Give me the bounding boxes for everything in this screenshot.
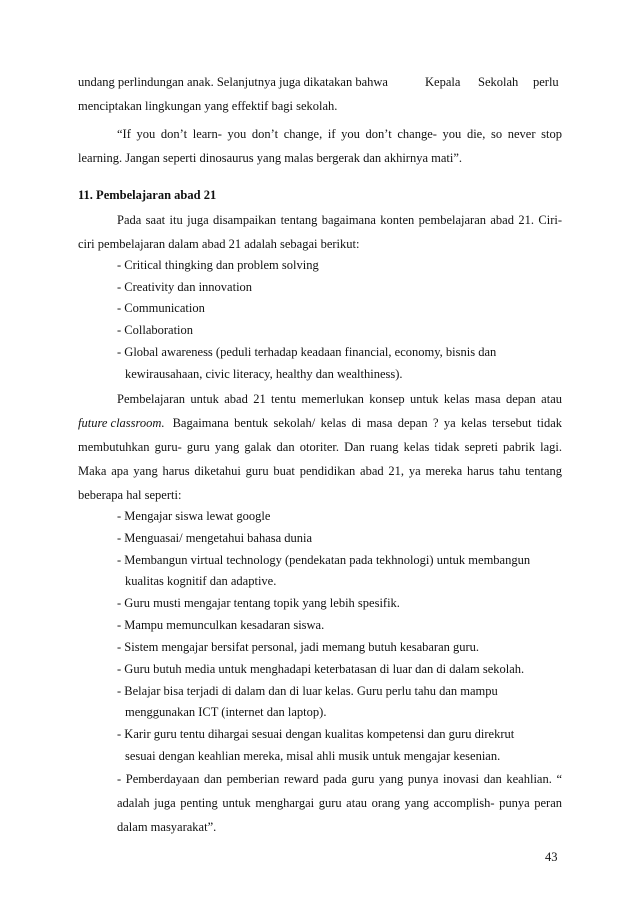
list-item-continuation: menggunakan ICT (internet dan laptop). (125, 705, 327, 719)
list-item: - Sistem mengajar bersifat personal, jadi memang butuh kesabaran guru. (117, 640, 480, 654)
list-item-continuation: dalam masyarakat”. (117, 820, 217, 834)
list-item: - Communication (117, 301, 205, 315)
list-item: - Pemberdayaan dan pemberian reward pada guru yang punya inovasi dan keahlian. “ (117, 772, 562, 786)
body-text-line: menciptakan lingkungan yang effektif bagi sekolah. (78, 99, 338, 113)
body-text-line: beberapa hal seperti: (78, 488, 182, 502)
list-item: - Creativity dan innovation (117, 280, 253, 294)
page-number: 43 (545, 850, 558, 864)
list-item: - Global awareness (peduli terhadap keadaan financial, economy, bisnis dan (117, 345, 497, 359)
list-item: - Guru musti mengajar tentang topik yang lebih spesifik. (117, 596, 400, 610)
body-text-word: perlu (533, 75, 559, 89)
list-item: - Belajar bisa terjadi di dalam dan di luar kelas. Guru perlu tahu dan mampu (117, 684, 498, 698)
quote-line: learning. Jangan seperti dinosaurus yang malas bergerak dan akhirnya mati”. (78, 151, 463, 165)
body-text-line: Maka apa yang harus diketahui guru buat pendidikan abad 21, ya mereka harus tahu tentang (78, 464, 562, 478)
body-text-line: membutuhkan guru- guru yang galak dan otoriter. Dan ruang kelas tidak sepreti pabrik lagi. (78, 440, 562, 454)
list-item: - Mampu memunculkan kesadaran siswa. (117, 618, 325, 632)
list-item: - Membangun virtual technology (pendekatan pada tekhnologi) untuk membangun (117, 553, 531, 567)
body-text-fragment: Bagaimana bentuk sekolah/ kelas di masa depan ? ya kelas tersebut tidak (172, 416, 562, 430)
body-text-line: Pembelajaran untuk abad 21 tentu memerlukan konsep untuk kelas masa depan atau (117, 392, 562, 406)
body-text-line (78, 415, 562, 431)
body-text-word: Sekolah (478, 75, 519, 89)
list-item-continuation: kualitas kognitif dan adaptive. (125, 574, 277, 588)
list-item: - Collaboration (117, 323, 194, 337)
list-item-continuation: sesuai dengan keahlian mereka, misal ahli musik untuk mengajar kesenian. (125, 749, 501, 763)
list-item: - Mengajar siswa lewat google (117, 509, 271, 523)
list-item-continuation: kewirausahaan, civic literacy, healthy dan wealthiness). (125, 367, 403, 381)
list-item: - Guru butuh media untuk menghadapi keterbatasan di luar dan di dalam sekolah. (117, 662, 525, 676)
list-item-continuation: adalah juga penting untuk menghargai guru atau orang yang accomplish- punya peran (117, 796, 562, 810)
section-heading: 11. Pembelajaran abad 21 (78, 188, 217, 202)
list-item: - Karir guru tentu dihargai sesuai dengan kualitas kompetensi dan guru direkrut (117, 727, 515, 741)
list-item: - Critical thingking dan problem solving (117, 258, 319, 272)
body-text-line: ciri pembelajaran dalam abad 21 adalah sebagai berikut: (78, 237, 360, 251)
quote-line: “If you don’t learn- you don’t change, if you don’t change- you die, so never stop (117, 127, 562, 141)
body-text-line: Pada saat itu juga disampaikan tentang bagaimana konten pembelajaran abad 21. Ciri- (117, 213, 562, 227)
italic-term: future classroom. (78, 416, 165, 430)
list-item: - Menguasai/ mengetahui bahasa dunia (117, 531, 313, 545)
body-text-word: Kepala (425, 75, 461, 89)
body-text-line: undang perlindungan anak. Selanjutnya juga dikatakan bahwa (78, 75, 388, 89)
